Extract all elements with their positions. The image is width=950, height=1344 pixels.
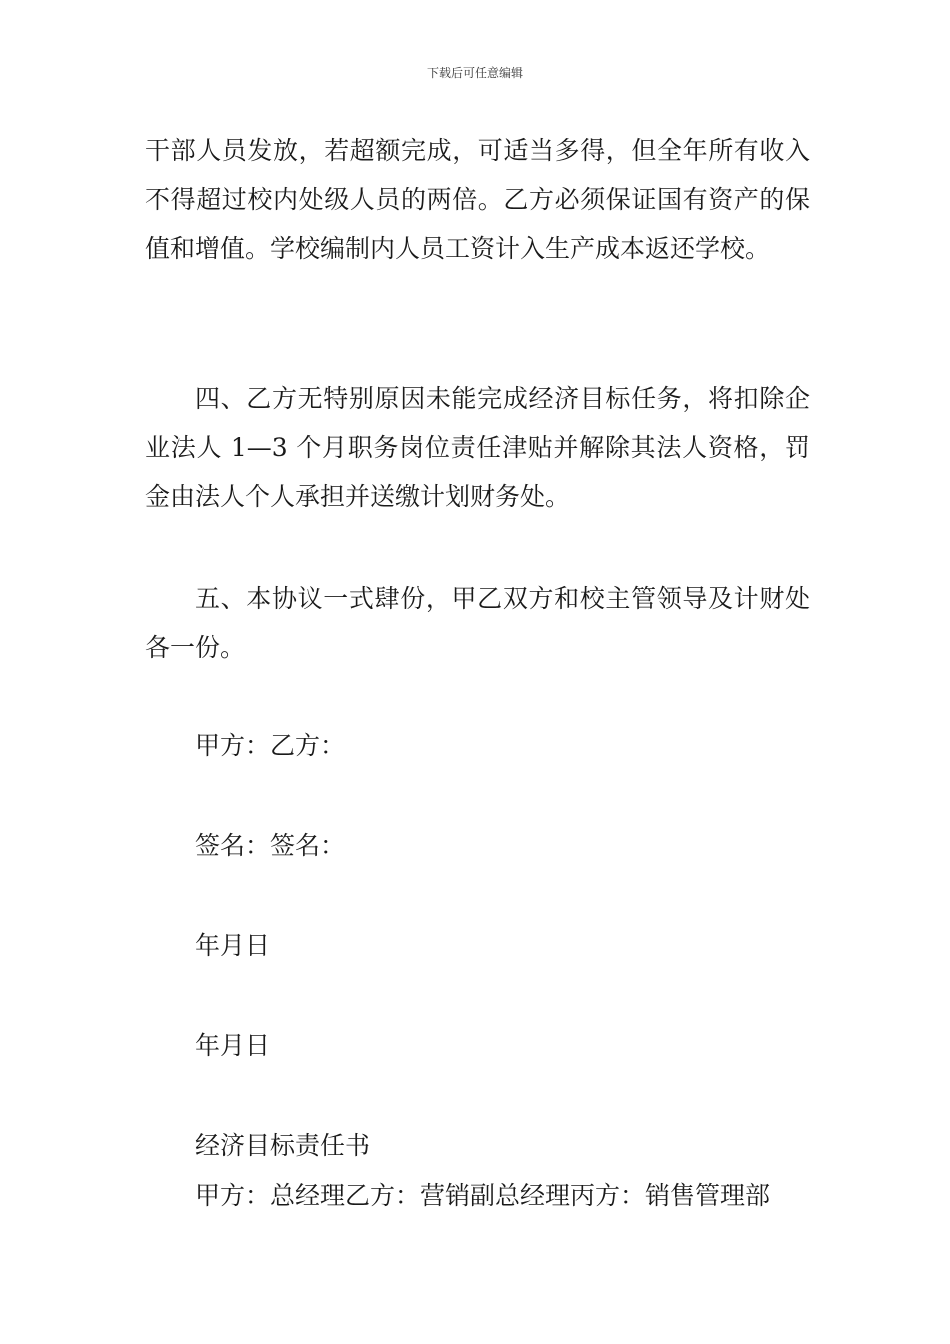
next-document-title: 经济目标责任书: [195, 1131, 371, 1160]
paragraph-clause-four: 四、乙方无特别原因未能完成经济目标任务，将扣除企业法人 1—3 个月职务岗位责任津贴并解除其法人资格，罚金由法人个人承担并送缴计划财务处。: [145, 384, 810, 511]
signature-date-second: 年月日: [195, 1031, 271, 1060]
signature-names: 签名：签名：: [195, 831, 346, 860]
next-document-parties: 甲方：总经理乙方：营销副总经理丙方：销售管理部: [195, 1181, 771, 1210]
signature-date-first: 年月日: [195, 931, 271, 960]
page-header: 下载后可任意编辑: [426, 66, 523, 80]
paragraph-clause-five: 五、本协议一式肆份，甲乙双方和校主管领导及计财处各一份。: [145, 584, 810, 662]
paragraph-continuation: 干部人员发放，若超额完成，可适当多得，但全年所有收入不得超过校内处级人员的两倍。乙方必须保证国有资产的保值和增值。学校编制内人员工资计入生产成本返还学校。: [145, 136, 810, 263]
signature-parties: 甲方：乙方：: [195, 731, 346, 760]
